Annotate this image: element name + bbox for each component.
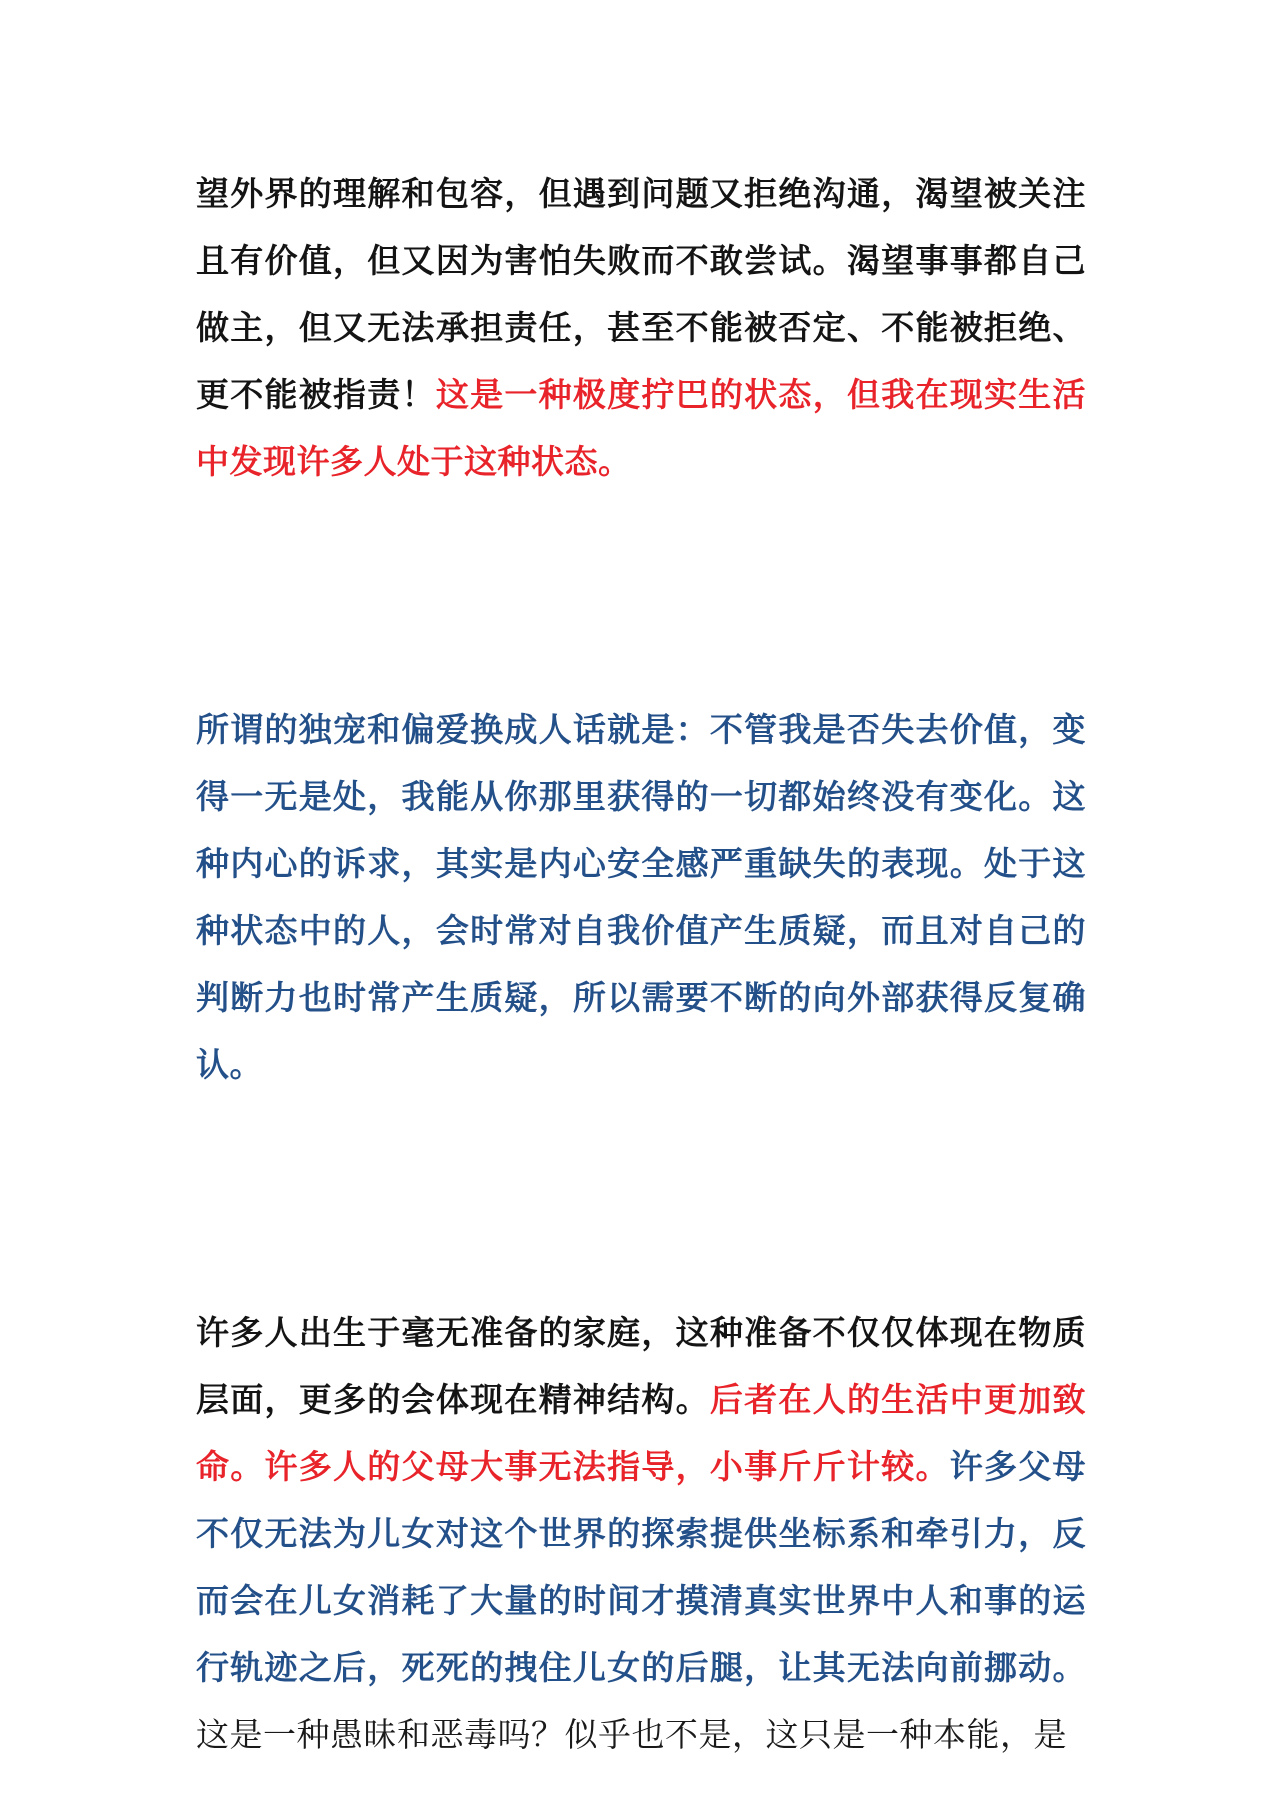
paragraph-3-text-2: 许多父母不仅无法为儿女对这个世界的探索提供坐标系和牵引力，反而会在儿女消耗了大量的时间才摸清真实世界中人和事的运行轨迹之后，死死的拽住儿女的后腿，让其无法向前挪动。 [196,1447,1087,1687]
document-page [196,160,1086,1768]
paragraph-3-text-1: 许多人出生于毫无准备的家庭，这种准备不仅仅体现在物质层面，更多的会体现在精神结构。 [196,1313,1086,1419]
paragraph-1 [196,160,1086,495]
paragraph-3-text-3: 这是一种愚昧和恶毒吗？似乎也不是，这只是一种本能，是 [196,1715,1067,1754]
paragraph-2-text: 所谓的独宠和偏爱换成人话就是：不管我是否失去价值，变得一无是处，我能从你那里获得的一切都始终没有变化。这种内心的诉求，其实是内心安全感严重缺失的表现。处于这种状态中的人，会时常对自我价值产生质疑，而且对自己的判断力也时常产生质疑，所以需要不断的向外部获得反复确认。 [196,710,1086,1084]
paragraph-1-highlight: 这是一种极度拧巴的状态，但我在现实生活中发现许多人处于这种状态。 [196,375,1087,481]
paragraph-2 [196,696,1086,1098]
paragraph-1-text: 望外界的理解和包容，但遇到问题又拒绝沟通，渴望被关注且有价值，但又因为害怕失败而不敢尝试。渴望事事都自己做主，但又无法承担责任，甚至不能被否定、不能被拒绝、更不能被指责！ [196,174,1086,414]
paragraph-3-highlight: 后者在人的生活中更加致命。许多人的父母大事无法指导，小事斤斤计较。 [196,1380,1087,1486]
paragraph-3 [196,1299,1086,1768]
